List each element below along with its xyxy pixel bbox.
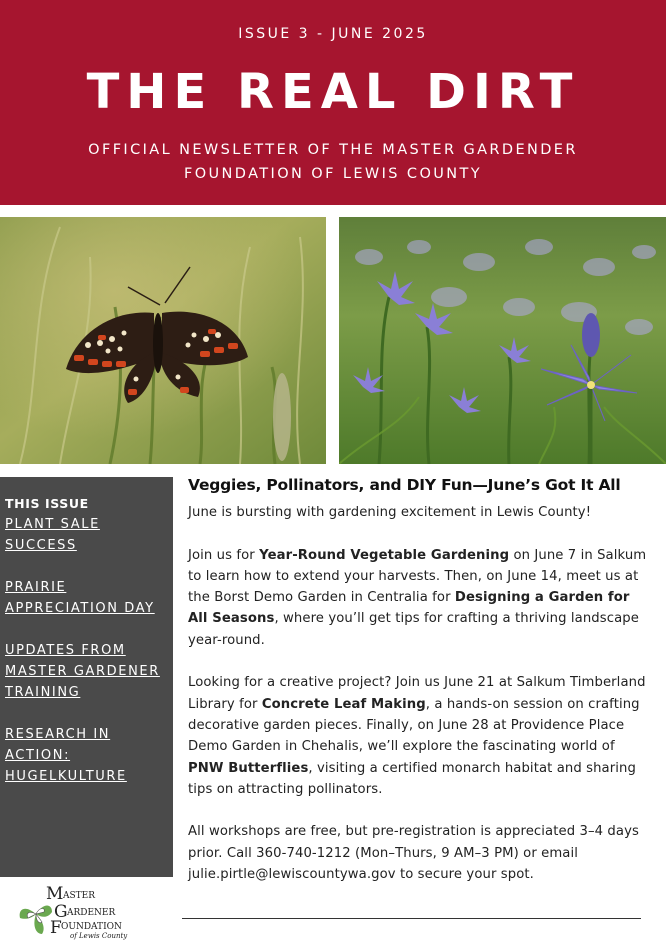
text-run: , a hands-on session on crafting decorative garden pieces. Finally, on June 28 at Providence Place Demo Garden in Chehalis, we’ll explore the fascinating world of bbox=[188, 696, 640, 755]
text-run: on June 7 in Salkum to learn how to extend your harvests. Then, on June 14, meet us at the Borst Demo Garden in Centralia for bbox=[188, 547, 647, 606]
text-run: , visiting a certified monarch habitat and sharing tips on attracting pollinators. bbox=[188, 760, 636, 797]
feature-article bbox=[188, 476, 648, 907]
event-name-concrete-leaf: Concrete Leaf Making bbox=[261, 696, 426, 712]
event-name-vegetable-gardening: Year-Round Vegetable Gardening bbox=[259, 547, 510, 563]
toc-link-hugelkulture[interactable]: RESEARCH IN ACTION: HUGELKULTURE bbox=[5, 727, 127, 784]
camas-flowers-photo bbox=[339, 217, 666, 464]
article-paragraph-registration: All workshops are free, but pre-registration is appreciated 3–4 days prior. Call 360-740-1212 (Mon–Thurs, 9 AM–3 PM) or email julie.pirtle@lewiscountywa.gov to secure your spot. bbox=[188, 824, 639, 883]
svg-text:of Lewis County: of Lewis County bbox=[70, 932, 128, 940]
foundation-logo bbox=[14, 884, 154, 940]
text-run: Looking for a creative project? Join us June 21 at Salkum Timberland Library for bbox=[188, 675, 646, 712]
svg-text:ARDENER: ARDENER bbox=[67, 908, 116, 918]
newsletter-subtitle: OFFICIAL NEWSLETTER OF THE MASTER GARDENDER FOUNDATION OF LEWIS COUNTY bbox=[88, 142, 578, 182]
butterfly-photo bbox=[0, 217, 326, 464]
article-paragraph-projects bbox=[188, 672, 648, 800]
text-run: , where you’ll get tips for crafting a thriving landscape year-round. bbox=[188, 611, 639, 648]
article-headline: Veggies, Pollinators, and DIY Fun—June’s Got It All bbox=[188, 476, 621, 494]
masthead-banner bbox=[0, 0, 666, 205]
divider-line bbox=[182, 918, 641, 919]
svg-text:OUNDATION: OUNDATION bbox=[61, 922, 122, 932]
svg-text:ASTER: ASTER bbox=[63, 891, 96, 901]
article-intro: June is bursting with gardening excitement in Lewis County! bbox=[188, 505, 592, 520]
trillium-icon bbox=[20, 906, 52, 935]
toc-link-training-updates[interactable]: UPDATES FROM MASTER GARDENER TRAINING bbox=[5, 643, 160, 700]
event-name-garden-seasons: Designing a Garden for All Seasons bbox=[188, 590, 630, 627]
svg-text:M: M bbox=[46, 884, 64, 904]
svg-text:F: F bbox=[50, 918, 62, 938]
text-run: Join us for bbox=[188, 547, 260, 563]
newsletter-title: THE REAL DIRT bbox=[86, 64, 580, 120]
toc-heading: THIS ISSUE bbox=[5, 496, 89, 511]
toc-link-prairie-day[interactable]: PRAIRIE APPRECIATION DAY bbox=[5, 580, 155, 616]
svg-text:G: G bbox=[54, 902, 68, 922]
toc-link-plant-sale[interactable]: PLANT SALE SUCCESS bbox=[5, 517, 100, 553]
article-paragraph-workshops bbox=[188, 545, 648, 651]
table-of-contents bbox=[0, 477, 173, 877]
event-name-pnw-butterflies: PNW Butterflies bbox=[188, 760, 309, 776]
issue-label: ISSUE 3 - JUNE 2025 bbox=[238, 26, 428, 42]
